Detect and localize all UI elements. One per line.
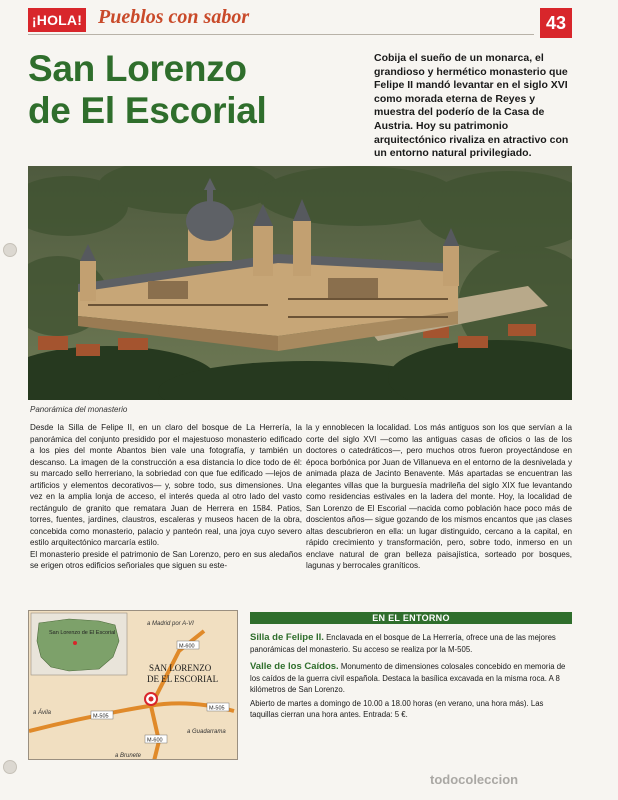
entorno-item-text: Monumento de dimensiones colosales concebido en memoria de los caídos de la guerra civil española. Destaca la basílica excavada en la misma roca. A 8 kilómetros de San Lorenzo.: [250, 662, 566, 694]
title-line-2: de El Escorial: [28, 90, 267, 131]
entorno-item-extra: Abierto de martes a domingo de 10.00 a 18.00 horas (en verano, una hora más). Las taquillas cierran una hora antes. Entrada: 5 €.: [250, 698, 544, 719]
entorno-item: [250, 661, 572, 696]
road-label-m505-right: M-505: [209, 705, 225, 712]
page-title: [28, 48, 368, 132]
road-m600-south: [151, 706, 159, 760]
monastery-illustration: [28, 166, 572, 400]
town-label-line-2: DE EL ESCORIAL: [147, 674, 219, 684]
watermark: todocoleccion: [430, 772, 519, 787]
series-title: Pueblos con sabor: [98, 6, 250, 28]
inset-label: San Lorenzo de El Escorial: [49, 630, 116, 636]
map-illustration: [29, 611, 238, 760]
town-label-line-1: SAN LORENZO: [149, 663, 212, 673]
body-paragraph: la y ennoblecen la localidad. Los más antiguos son los que servían a la corte del siglo XVI —como las antiguas casas de oficios o las de los doctores o catedráticos—, pero muchos otros fueron proyectándose en época borbónica por Juan de Villanueva en el entorno de la desnivelada y animada plaza de Jacinto Benavente. Más apartadas se encuentran las elegantes villas que la burguesía madrileña del siglo XIX fue levantando como residencias estivales en la ladera del monte. Hoy, la localidad de San Lorenzo de El Escorial —nacida como población hace poco más de doscientos años— sigue gozando de los mismos encantos que ¡as clases altas descubrieron en ella: un lugar distinguido, cercano a la capital, en rápido crecimiento y transformación, pero, sobre todo, inmerso en un enclave natural de gran belleza paisajística, sorteado por bosques, lagunas y berrocales graníticos.: [306, 423, 572, 570]
inset-location-dot: [73, 641, 77, 645]
section-heading-entorno: EN EL ENTORNO: [250, 612, 572, 624]
entorno-item-title: Valle de los Caídos.: [250, 661, 339, 672]
header-rule: [28, 34, 534, 35]
binder-hole: [3, 243, 17, 257]
destination-guadarrama: a Guadarrama: [187, 729, 226, 735]
intro-text: Cobija el sueño de un monarca, el grandioso y hermético monasterio que Felipe II mandó levantar en el siglo XVI como morada eterna de Reyes y muestra del poderío de la Casa de Austria. Hoy su patrimonio arquitectónico rivaliza en atractivo con un entorno natural privilegiado.: [374, 52, 569, 160]
monastery-photo: [28, 166, 572, 400]
binder-hole: [3, 760, 17, 774]
page-number: 43: [540, 8, 572, 38]
body-paragraph: Desde la Silla de Felipe II, en un claro del bosque de La Herrería, la panorámica del conjunto presidido por el majestuoso monasterio edificado a los pies del monte Abantos bien vale una fotografía, y también un descanso. La imagen de la construcción a esa distancia lo dice todo de él: su marcado sello herreriano, la sobriedad con que fue edificado —lejos de artificios y elementos decorativos— y, sobre todo, sus dimensiones. Una vez en la amplia lonja de acceso, el interés queda al otro lado del vasto rectángulo de granito que rematara Juan de Herrera en 1584. Patios, torres, fuentes, jardines, claustros, escaleras y museos hacen de la obra, concebida como monasterio, palacio y panteón real, una joya cuyo severo estilo arquitectónico marcaría estilo.: [30, 423, 302, 547]
body-column-right: [306, 422, 572, 572]
destination-brunete: a Brunete: [115, 753, 142, 759]
destination-avila: a Ávila: [33, 710, 52, 716]
photo-caption: Panorámica del monasterio: [30, 405, 128, 414]
location-map: [28, 610, 238, 760]
body-column-left: [30, 422, 302, 572]
entorno-item: [250, 632, 572, 655]
entorno-item-title: Silla de Felipe II.: [250, 632, 324, 643]
road-label-m600-top: M-600: [179, 643, 195, 650]
title-line-1: San Lorenzo: [28, 48, 247, 89]
road-label-m600-bottom: M-600: [147, 737, 163, 744]
road-label-m505-left: M-505: [93, 713, 109, 720]
hola-logo: [28, 8, 86, 32]
logo-text: ¡HOLA!: [31, 12, 83, 28]
road-m505: [29, 703, 234, 731]
entorno-item-text: Enclavada en el bosque de La Herrería, ofrece una de las mejores panorámicas del monasterio. Su acceso se realiza por la M-505.: [250, 633, 556, 654]
destination-madrid: a Madrid por A-VI: [147, 621, 194, 627]
entorno-list: [250, 632, 572, 727]
body-paragraph: El monasterio preside el patrimonio de San Lorenzo, pero en sus aledaños se erigen otros edificios señoriales que siguen su este-: [30, 549, 302, 570]
